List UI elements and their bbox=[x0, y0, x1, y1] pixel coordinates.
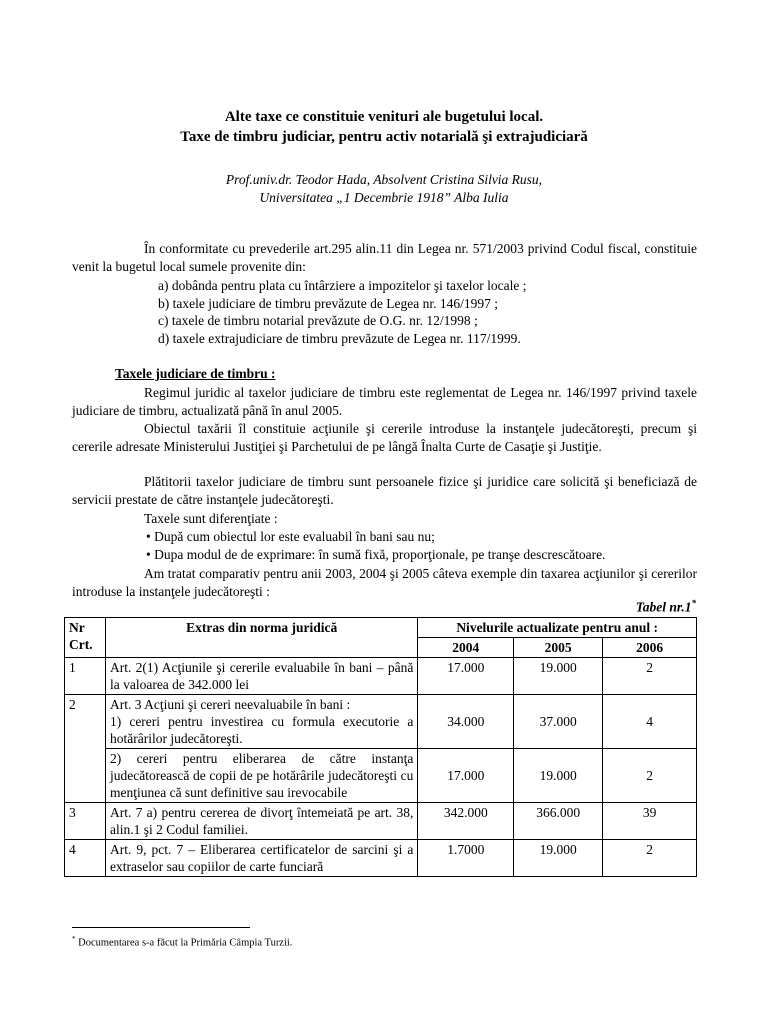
differentiation-bullets bbox=[146, 528, 605, 564]
table-row bbox=[65, 695, 697, 749]
row-value-2004: 342.000 bbox=[418, 803, 514, 840]
bullet-item: • Dupa modul de de exprimare: în sumă fixă, proporţionale, pe tranşe descrescătoare. bbox=[146, 547, 606, 562]
table-caption-text: Tabel nr.1 bbox=[635, 599, 692, 615]
row-value-2005: 19.000 bbox=[514, 840, 603, 877]
header-nr-line2: Crt. bbox=[69, 637, 93, 652]
row-text: Art. 7 a) pentru cererea de divorţ întemeiată pe art. 38, alin.1 şi 2 Codul familiei. bbox=[105, 803, 417, 840]
authors-line1: Prof.univ.dr. Teodor Hada, Absolvent Cristina Silvia Rusu, bbox=[225, 172, 543, 187]
table-header-row bbox=[65, 618, 697, 638]
row-value-2004: 17.000 bbox=[418, 749, 514, 803]
row-value-2005: 37.000 bbox=[514, 695, 603, 749]
footnote-text: Documentarea s-a făcut la Primăria Câmpia Turzii. bbox=[78, 937, 293, 949]
intro-paragraph: În conformitate cu prevederile art.295 alin.11 din Legea nr. 571/2003 privind Codul fiscal, constituie venit la bugetul local sumele provenite din: bbox=[72, 241, 697, 274]
footnote-marker: * bbox=[72, 935, 76, 943]
table-row bbox=[65, 658, 697, 695]
header-year-2006: 2006 bbox=[603, 638, 697, 658]
header-nr-line1: Nr bbox=[69, 620, 85, 635]
paragraph-taxation-object: Obiectul taxării îl constituie acţiunile şi cererile introduse la instanţele judecătoreşti, precum şi cererile adresate Ministerului Justiţiei şi Parchetului de pe lângă Înalta Curte de Casaţie şi Justiţie. bbox=[72, 421, 697, 454]
list-item: b) taxele judiciare de timbru prevăzute de Legea nr. 146/1997 ; bbox=[158, 295, 498, 311]
header-levels: Nivelurile actualizate pentru anul : bbox=[418, 618, 697, 638]
row-text: 2) cereri pentru eliberarea de către instanţa judecătorească de copii de pe hotărârile judecătoreşti cu menţiunea că sunt definitive sau irevocabile bbox=[105, 749, 417, 803]
row-value-2006: 2 bbox=[603, 658, 697, 695]
authors-affiliation: Universitatea „1 Decembrie 1918” Alba Iulia bbox=[259, 190, 509, 205]
table-row bbox=[65, 840, 697, 877]
row-value-2005: 19.000 bbox=[514, 658, 603, 695]
row-nr: 1 bbox=[65, 658, 106, 695]
list-item: a) dobânda pentru plata cu întârziere a impozitelor şi taxelor locale ; bbox=[158, 278, 527, 293]
paper-title-line1: Alte taxe ce constituie venituri ale bugetului local. bbox=[224, 109, 544, 125]
row-value-2004: 34.000 bbox=[418, 695, 514, 749]
table-row bbox=[65, 803, 697, 840]
row-value-2004: 1.7000 bbox=[418, 840, 514, 877]
footnote bbox=[72, 935, 292, 949]
header-extract: Extras din norma juridică bbox=[105, 618, 417, 658]
paragraph-differentiated: Taxele sunt diferenţiate : bbox=[144, 511, 278, 526]
row-value-2005: 366.000 bbox=[514, 803, 603, 840]
list-item: d) taxele extrajudiciare de timbru prevăzute de Legea nr. 117/1999. bbox=[158, 330, 521, 346]
row-nr: 4 bbox=[65, 840, 106, 877]
section-heading: Taxele judiciare de timbru : bbox=[115, 366, 276, 381]
list-item: c) taxele de timbru notarial prevăzute de O.G. nr. 12/1998 ; bbox=[158, 313, 478, 328]
income-list bbox=[158, 277, 526, 347]
bullet-text: Dupa modul de de exprimare: în sumă fixă, proporţionale, pe tranşe descrescătoare. bbox=[154, 547, 606, 562]
row-value-2006: 4 bbox=[603, 695, 697, 749]
header-nr bbox=[65, 618, 106, 658]
row-value-2004: 17.000 bbox=[418, 658, 514, 695]
table-row bbox=[65, 749, 697, 803]
row-text: Art. 2(1) Acţiunile şi cererile evaluabile în bani – până la valoarea de 342.000 lei bbox=[105, 658, 417, 695]
row-nr: 3 bbox=[65, 803, 106, 840]
row-nr: 2 bbox=[65, 695, 106, 803]
row-text: Art. 9, pct. 7 – Eliberarea certificatelor de sarcini şi a extraselor sau copiilor de carte funciară bbox=[105, 840, 417, 877]
row-value-2006: 2 bbox=[603, 749, 697, 803]
footnote-divider bbox=[72, 927, 250, 928]
row-value-2006: 39 bbox=[603, 803, 697, 840]
header-year-2005: 2005 bbox=[514, 638, 603, 658]
paragraph-legal-regime: Regimul juridic al taxelor judiciare de timbru este reglementat de Legea nr. 146/1997 privind taxele judiciare de timbru, actualizată până în anul 2005. bbox=[72, 385, 697, 418]
bullet-item: • După cum obiectul lor este evaluabil în bani sau nu; bbox=[146, 529, 435, 544]
table-caption bbox=[636, 598, 696, 616]
header-year-2004: 2004 bbox=[418, 638, 514, 658]
bullet-text: După cum obiectul lor este evaluabil în bani sau nu; bbox=[154, 529, 435, 544]
paragraph-comparison: Am tratat comparativ pentru anii 2003, 2004 şi 2005 câteva exemple din taxarea acţiunilor şi cererilor introduse la instanţele judecătoreşti : bbox=[72, 566, 697, 599]
row-value-2005: 19.000 bbox=[514, 749, 603, 803]
paper-title-line2: Taxe de timbru judiciar, pentru activ notarială şi extrajudiciară bbox=[180, 129, 588, 145]
row-text: Art. 3 Acţiuni şi cereri neevaluabile în bani : 1) cereri pentru investirea cu formula executorie a hotărârilor judecătoreşti. bbox=[105, 695, 417, 749]
paragraph-payers: Plătitorii taxelor judiciare de timbru sunt persoanele fizice şi juridice care solicită şi beneficiază de servicii prestate de către instanţele judecătoreşti. bbox=[72, 474, 697, 507]
row-value-2006: 2 bbox=[603, 840, 697, 877]
tax-table bbox=[64, 617, 697, 877]
footnote-marker: * bbox=[691, 598, 696, 608]
